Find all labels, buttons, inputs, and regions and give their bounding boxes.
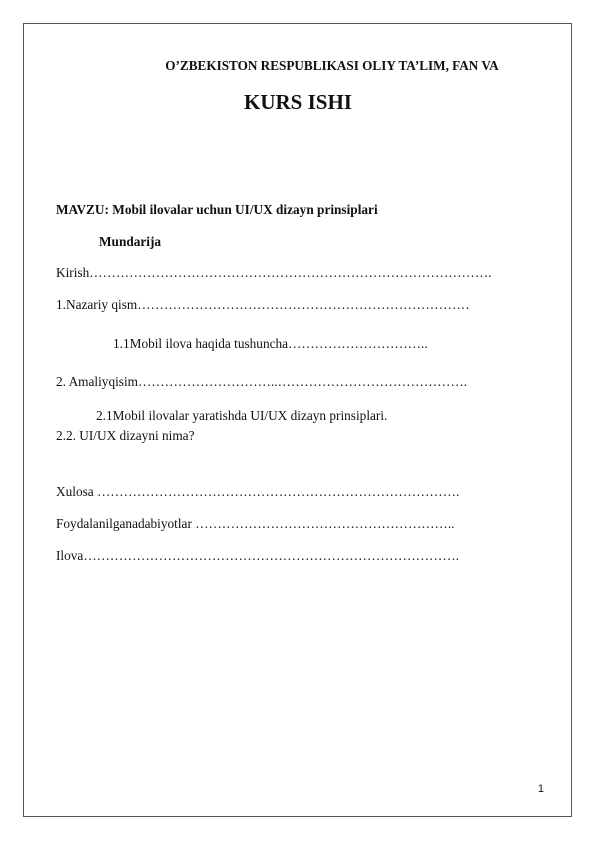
toc-item-nazariy-qism: 1.Nazariy qism………………………………………………………………… <box>56 297 470 312</box>
toc-item-2-1: 2.1Mobil ilovalar yaratishda UI/UX dizayn prinsiplari. <box>96 408 388 423</box>
toc-item-2-2: 2.2. UI/UX dizayni nima? <box>56 428 195 443</box>
toc-item-ilova: Ilova…………………………………………………………………………. <box>56 548 459 563</box>
toc-item-xulosa: Xulosa ………………………………………………………………………. <box>56 484 460 499</box>
toc-item-1-1: 1.1Mobil ilova haqida tushuncha………………………….. <box>113 336 428 351</box>
page-number: 1 <box>537 783 544 795</box>
ministry-heading: O’ZBEKISTON RESPUBLIKASI OLIY TA’LIM, FAN VA <box>165 58 499 73</box>
toc-item-amaliy-qism: 2. Amaliyqisim…………………………..……………………………………. <box>56 374 468 389</box>
toc-heading: Mundarija <box>99 234 162 249</box>
toc-item-kirish: Kirish………………………………………………………………………………. <box>56 265 492 280</box>
document-title: KURS ISHI <box>244 90 352 114</box>
topic-line: MAVZU: Mobil ilovalar uchun UI/UX dizayn prinsiplari <box>56 202 378 217</box>
toc-item-adabiyotlar: Foydalanilganadabiyotlar ………………………………………………….. <box>56 516 455 531</box>
